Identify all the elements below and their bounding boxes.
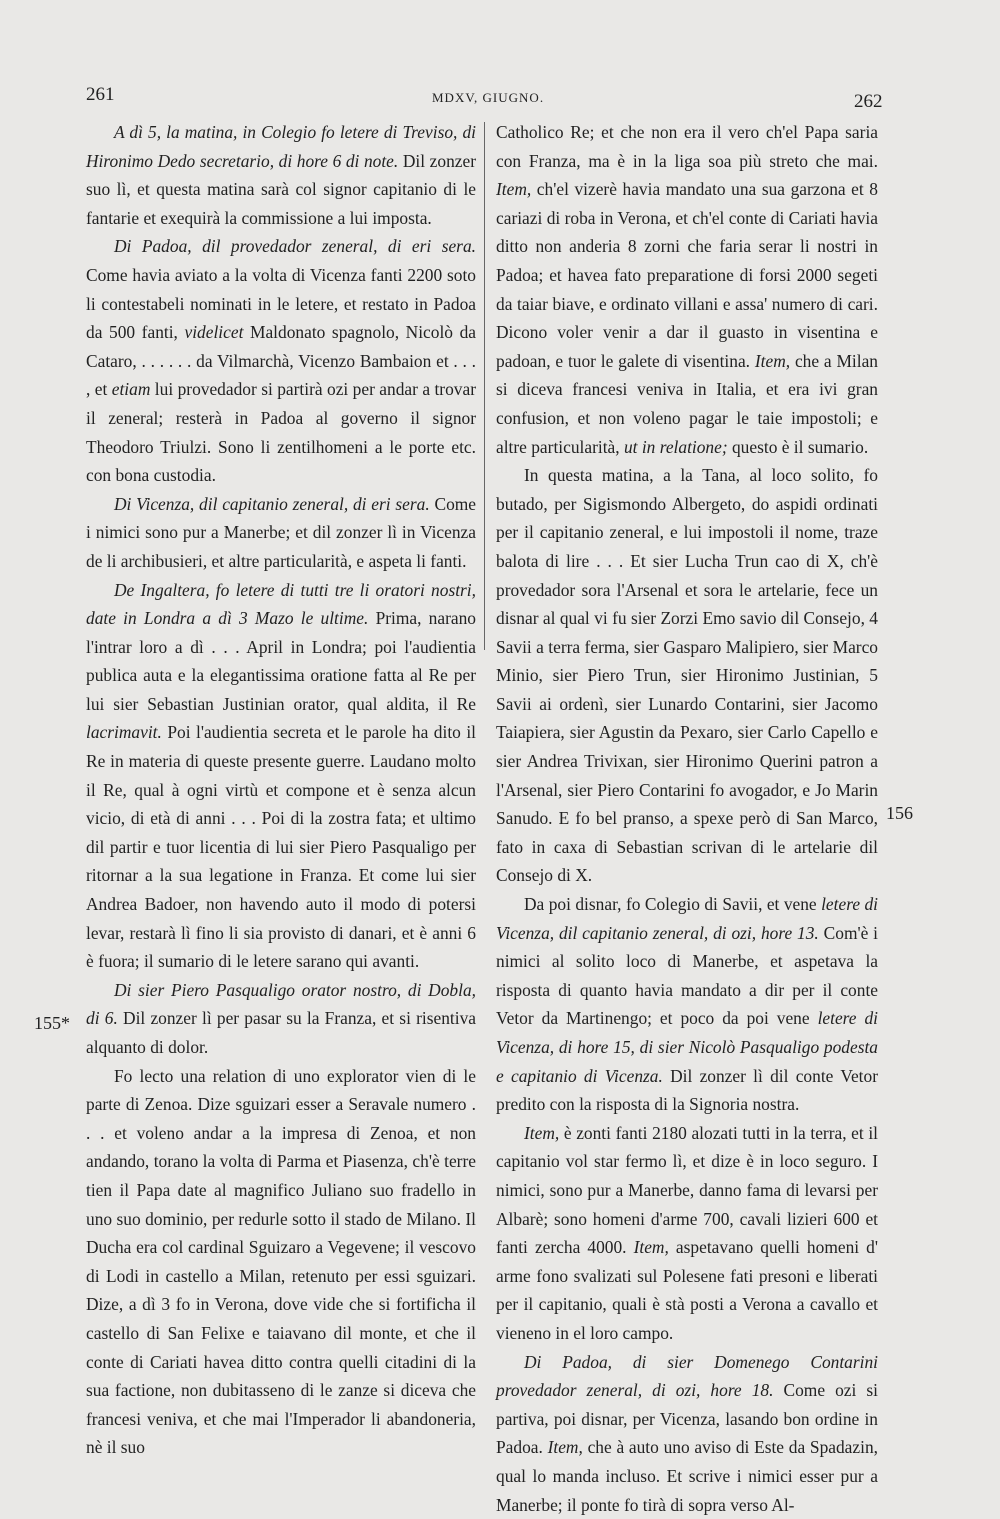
paragraph — [86, 1062, 476, 1462]
text-run: Dil zonzer lì dil conte Vetor predito con la risposta di la Signoria nostra. — [496, 1065, 878, 1115]
column-divider — [484, 122, 485, 650]
text-run: Fo lecto una relation di uno explorator vien di le parte di Zenoa. Dize sguizari esser a Seravale numero . . . et voleno andar a la impresa di Zenoa, et non andando, torano la volta di Parma et Piasenza, ch'è terre tien il Papa date al magnifico Juliano suo fradello in uno suo dominio, per redurle sotto il stado de Milano. Il Ducha era col cardinal Sguizaro a Vegevene; il vescovo di Lodi in castello a Milan, retenuto per essi sguizari. Dize, a dì 3 fo in Verona, dove vide che si fortificha il castello di San Felixe e taiavano dil monte, et che il conte di Cariati havea ditto contra quelli citadini di la sua factione, non dubitasseno di le zanze si diceva che francesi veniva, et che mai l'Imperador li abandoneria, nè il suo — [86, 1065, 476, 1458]
paragraph — [496, 1119, 878, 1348]
margin-note-left: 155* — [34, 1013, 70, 1033]
italic-text: Item, — [524, 1122, 560, 1143]
right-page-number: 262 — [854, 91, 883, 112]
text-run: Come i nimici sono pur a Manerbe; et dil zonzer lì in Vicenza de li archibusieri, et altre particularità, e aspeta li fanti. — [86, 493, 477, 571]
paragraph — [86, 118, 476, 232]
italic-text: Item, — [496, 179, 532, 200]
text-run: Dil zonzer suo lì, et questa matina sarà col signor capitanio di le fantarie et exequirà la commissione a lui imposta. — [86, 150, 477, 228]
text-run: Come havia aviato a la volta di Vicenza fanti 2200 soto li contestabeli nominati in le letere, et restato in Padoa da 500 fanti, — [86, 264, 476, 343]
paragraph — [496, 890, 878, 1119]
text-run: Da poi disnar, fo Colegio di Savii, et vene — [524, 894, 822, 915]
italic-text: A dì 5, la matina, in Colegio fo letere di Treviso, di Hironimo Dedo secretario, di hore 6 di note. — [86, 122, 476, 171]
italic-text: Item, — [633, 1237, 669, 1258]
left-column — [86, 118, 476, 1462]
paragraph — [86, 490, 476, 576]
italic-text: letere di Vicenza, dil capitanio zeneral, di ozi, hore 13. — [496, 894, 878, 943]
text-run: In questa matina, a la Tana, al loco solito, fo butado, per Sigismondo Albergeto, do aspidi ordinati per il capitanio zeneral, e lui impostoli il nome, traze balota di lire . . . Et sier Lucha Trun cao di X, ch'è provedador sora l'Arsenal et sora le artelarie, fece un disnar al qual vi fu sier Zorzi Emo savio dil Consejo, 4 Savii a terra ferma, sier Gasparo Malipiero, sier Marco Minio, sier Piero Trun, sier Hironimo Justinian, 5 Savii ai ordenì, sier Lunardo Contarini, sier Jacomo Taiapiera, sier Agustin da Pexaro, sier Carlo Capello e sier Andrea Trivixan, sier Hironimo Querini patron a l'Arsenal, sier Piero Contarini fo avogador, e Jo Marin Sanudo. E fo bel pranso, a spexe però di San Marco, fato in caxa di Sebastian scrivan di le artelarie dil Consejo di X. — [496, 465, 878, 886]
text-run: Come ozi si partiva, poi disnar, per Vicenza, lasando bon ordine in Padoa. — [496, 1380, 878, 1458]
italic-text: letere di Vicenza, di hore 15, di sier Nicolò Pasqualigo podesta e capitanio di Vicenza. — [496, 1008, 878, 1086]
text-run: lui provedador si partirà ozi per andar a trovar il zeneral; resterà in Padoa al governo il signor Theodoro Triulzi. Sono li zentilhomeni a le porte etc. con bona custodia. — [86, 379, 477, 486]
paragraph — [86, 232, 476, 489]
italic-text: Di sier Piero Pasqualigo orator nostro, di Dobla, di 6. — [86, 979, 476, 1029]
text-run: ch'el vizerè havia mandato una sua garzona et 8 cariazi di roba in Verona, et ch'el conte di Cariati havia ditto non anderia 8 zorni che faria serar li nostri in Padoa; et havea fato preparatione di forsi 2000 segeti da taiar biave, e ordinato villani e assa' numero di cari. Dicono voler venir a dar il guasto in visentina e padoan, e tuor le galete di visentina. — [496, 179, 878, 371]
italic-text: Item, — [754, 350, 791, 371]
italic-text: Di Vicenza, dil capitanio zeneral, di eri sera. — [114, 493, 430, 514]
paragraph — [86, 976, 476, 1062]
right-column — [496, 118, 878, 1519]
text-run: è zonti fanti 2180 alozati tutti in la terra, et il capitanio vol star fermo lì, et dize è in loco seguro. I nimici, sono pur a Manerbe, danno fama di levarsi per Albarè; sono homeni d'arme 700, cavali lizieri 600 et fanti zercha 4000. — [496, 1122, 878, 1258]
italic-text: Di Padoa, di sier Domenego Contarini provedador zeneral, di ozi, hore 18. — [496, 1351, 878, 1401]
left-page-number: 261 — [86, 84, 115, 105]
italic-text: videlicet — [184, 322, 244, 343]
italic-text: lacrimavit. — [86, 722, 162, 743]
text-run: aspetavano quelli homeni d' arme fono svalizati sul Polesene fati presoni e liberati per il capitanio, quali è stà posti a Verona a cavallo et vieneno in el loro campo. — [496, 1237, 878, 1343]
text-run: Maldonato spagnolo, Nicolò da Cataro, . . . . . . da Vilmarchà, Vicenzo Bambaion et . . . , et — [86, 322, 477, 400]
text-run: questo è il sumario. — [727, 436, 869, 457]
margin-note-right: 156 — [886, 803, 913, 823]
paragraph — [496, 461, 878, 890]
paragraph — [496, 118, 878, 461]
italic-text: etiam — [111, 379, 151, 400]
paragraph — [496, 1348, 878, 1519]
italic-text: De Ingaltera, fo letere di tutti tre li oratori nostri, date in Londra a dì 3 Mazo le ultime. — [86, 579, 476, 629]
paragraph — [86, 576, 476, 976]
italic-text: Item, — [547, 1437, 583, 1458]
text-run: Poi l'audientia secreta et le parole ha dito il Re in materia di queste presente guerre. Laudano molto il Re, qual à ogni virtù et compone et è senza alcun vicio, di età di anni . . . Poi di la zostra fata; et ultimo dil partir e tuor licentia di lui sier Piero Pasqualigo per ritornar a la sua legatione in Franza. Et come lui sier Andrea Badoer, non havendo auto il modo di potersi levar, restarà lì fino li sia provisto di danari, et è anni 6 è fuora; il sumario di le letere sarano qui avanti. — [86, 722, 476, 972]
text-run: Catholico Re; et che non era il vero ch'el Papa saria con Franza, ma è in la liga soa più streto che mai. — [496, 122, 878, 171]
italic-text: ut in relatione; — [623, 436, 728, 457]
running-header: MDXV, GIUGNO. — [432, 90, 545, 105]
text-run: Prima, narano l'intrar loro a dì . . . April in Londra; poi l'audientia publica auta e la elegantissima oratione fatta al Re per lui sier Sebastian Justinian orator, qual aldita, il Re — [86, 608, 476, 714]
text-run: che à auto uno aviso di Este da Spadazin, qual lo manda incluso. Et scrive i nimici esser pur a Manerbe; il ponte fo tirà di sopra verso Al- — [496, 1437, 878, 1515]
text-run: che a Milan si diceva francesi veniva in Italia, et era ivi gran confusion, et non voleno pagar le taie impostoli; e altre particularità, — [496, 350, 878, 457]
text-run: Com'è i nimici al solito loco di Manerbe, et aspetava la risposta di quanto havia mandato a dir per il conte Vetor da Martinengo; et poco da poi vene — [496, 922, 879, 1029]
text-run: Dil zonzer lì per pasar su la Franza, et si risentiva alquanto di dolor. — [86, 1008, 477, 1057]
italic-text: Di Padoa, dil provedador zeneral, di eri sera. — [114, 236, 476, 257]
